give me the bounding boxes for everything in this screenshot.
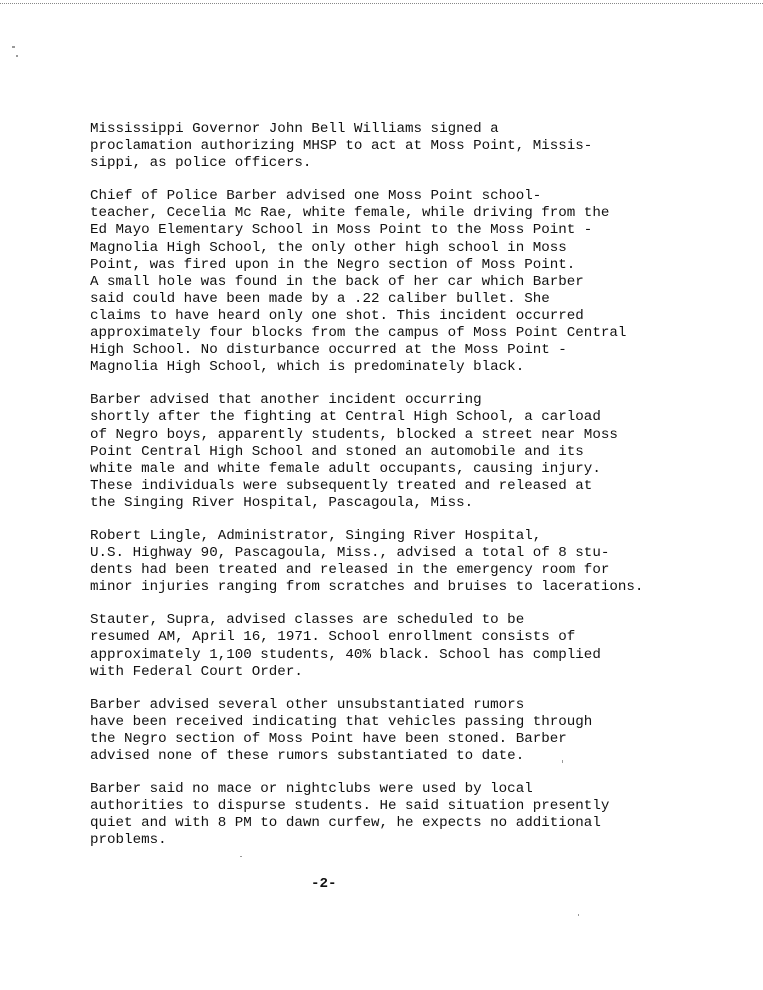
paragraph-rumors: Barber advised several other unsubstantiated rumors have been received indicating that vehicles passing through the Negro section of Moss Point have been stoned. Barber advised none of these rumors substantiated to date. <box>90 696 593 764</box>
scan-speck <box>240 856 242 857</box>
paragraph-classes-resume: Stauter, Supra, advised classes are scheduled to be resumed AM, April 16, 1971. School enrollment consists of approximately 1,100 students, 40% black. School has complied with Federal Court Order. <box>90 612 601 680</box>
document-body <box>90 121 690 865</box>
paragraph-teacher-fired-upon: Chief of Police Barber advised one Moss Point school- teacher, Cecelia Mc Rae, white female, while driving from the Ed Mayo Elementary School in Moss Point to the Moss Point - Magnolia High School, the only other high school in Moss Point, was fired upon in the Negro section of Moss Point. A small hole was found in the back of her car which Barber said could have been made by a .22 caliber bullet. She claims to have heard only one shot. This incident occurred approximately four blocks from the campus of Moss Point Central High School. No disturbance occurred at the Moss Point - Magnolia High School, which is predominately black. <box>90 188 627 376</box>
paragraph-curfew: Barber said no mace or nightclubs were used by local authorities to dispurse students. He said situation presently quiet and with 8 PM to dawn curfew, he expects no additional problems. <box>90 781 610 849</box>
page-number: -2- <box>311 876 337 892</box>
top-scan-edge-rule <box>0 3 763 4</box>
scan-speck <box>578 914 579 916</box>
paragraph-hospital-report: Robert Lingle, Administrator, Singing River Hospital, U.S. Highway 90, Pascagoula, Miss., advised a total of 8 stu- dents had been treated and released in the emergency room for minor injuries ranging from scratches and bruises to lacerations. <box>90 527 644 596</box>
scan-speck <box>16 55 18 57</box>
scan-speck <box>12 46 15 48</box>
paragraph-governor-proclamation: Mississippi Governor John Bell Williams signed a proclamation authorizing MHSP to act at Moss Point, Missis- sippi, as police officers. <box>90 121 593 172</box>
scan-speck <box>562 760 563 763</box>
paragraph-car-stoned: Barber advised that another incident occurring shortly after the fighting at Central High School, a carload of Negro boys, apparently students, blocked a street near Moss Point Central High School and stoned an automobile and its white male and white female adult occupants, causing injury. These individuals were subsequently treated and released at the Singing River Hospital, Pascagoula, Miss. <box>90 392 618 511</box>
